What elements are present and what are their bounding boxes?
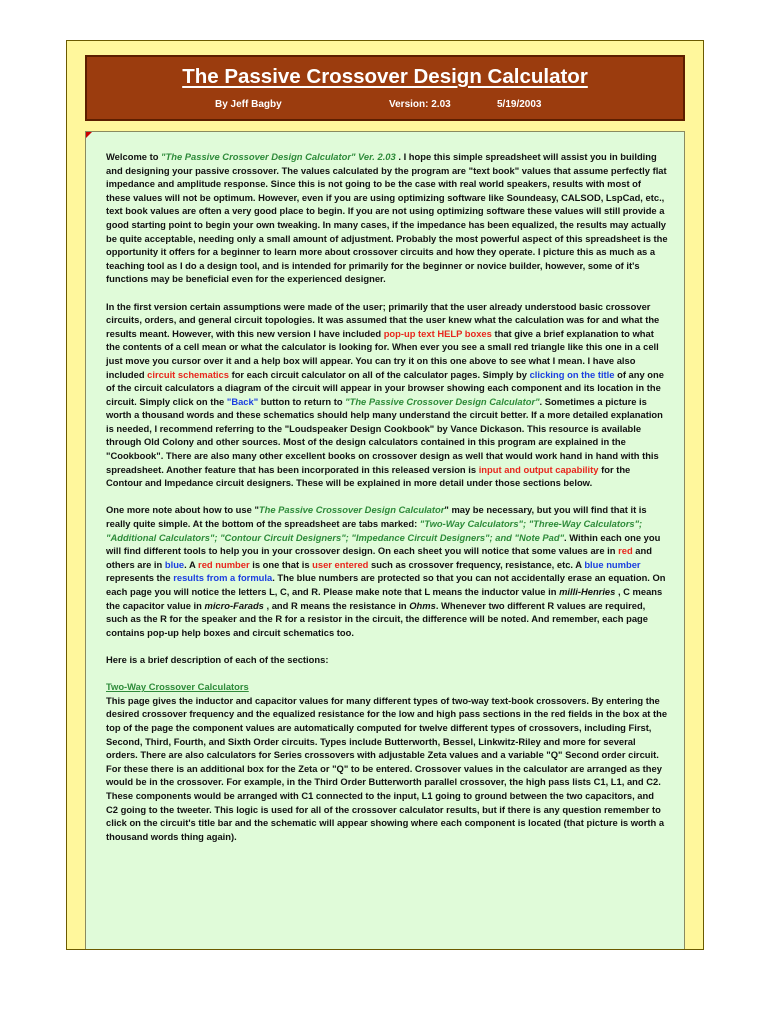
first-version-paragraph bbox=[106, 300, 668, 490]
program-name: The Passive Crossover Design Calculator bbox=[258, 504, 445, 516]
text: " may be necessary, but you will find that it is really quite simple. At the bottom of the spreadsheet are tabs marked: bbox=[106, 504, 647, 530]
user-entered-highlight: user entered bbox=[312, 558, 369, 570]
text: . Whenever two different R values are required, such as the R for the speaker and the R for a resistor in the circuit, the difference will be noted. And remember, each page contains pop-up help boxes and circuit schematics too. bbox=[106, 599, 648, 638]
two-way-section bbox=[106, 680, 668, 843]
text: such as crossover frequency, resistance, etc. A bbox=[368, 558, 585, 570]
usage-paragraph bbox=[106, 503, 668, 639]
program-name: "The Passive Crossover Design Calculator" bbox=[345, 395, 540, 407]
io-capability-highlight: input and output capability bbox=[478, 463, 599, 475]
text: , C means the capacitor value in bbox=[106, 586, 663, 611]
title-banner bbox=[85, 55, 685, 121]
page-title: The Passive Crossover Design Calculator bbox=[182, 65, 588, 88]
text: of any one of the circuit calculators a diagram of the circuit will appear in your browser showing each component and its location in the circuit. Simply click on the bbox=[106, 368, 664, 407]
help-boxes-highlight: pop-up text HELP boxes bbox=[383, 327, 492, 339]
two-way-section-text: This page gives the inductor and capacitor values for many different types of two-way text-book crossovers. By entering the desired crossover frequency and the equalized resistance for the low and high pass sections in the red fields in the box at the top of the page the component values are automatically computed for twelve different types of crossovers, including First, Second, Third, Fourth, and Sixth Order circuits. Types include Butterworth, Bessel, Linkwitz-Riley and more for several orders. There are also calculators for Series crossovers with adjustable Zeta values and a variable "Q" Second order circuit. For these there is an additional box for the Zeta or "Q" to be entered. Crossover values in the calculator are arranged as they would be in the crossover. For example, in the Third Order Butterworth parallel crossover, the high pass lists C1, L1, and C2. These components would be arranged with C1 connected to the input, L1 going to ground between the two capacitors, and C2 going to the tweeter. This logic is used for all of the crossover calculator results, but if there is any question remember to click on the circuit's title bar and the schematic will appear showing where each component is located (that picture is worth a thousand words thing again). bbox=[106, 694, 668, 842]
date: 5/19/2003 bbox=[497, 99, 542, 110]
sections-intro: Here is a brief description of each of the sections: bbox=[106, 653, 329, 665]
unit-microfarads: micro-Farads bbox=[204, 599, 264, 611]
text: Welcome to bbox=[106, 151, 162, 162]
text: . A bbox=[184, 558, 199, 570]
text: button to return to bbox=[258, 395, 346, 407]
text: that give a brief explanation to what the contents of a cell mean or what the calculator is looking for. When ever you see a small red triangle like this one in a cell just move you cursor over it and a help box will appear. You can try it on this one above to see what I mean. I have also included bbox=[106, 327, 659, 380]
spreadsheet-page bbox=[66, 40, 704, 950]
schematics-highlight: circuit schematics bbox=[147, 368, 229, 380]
text: . Sometimes a picture is worth a thousand words and these schematics should help many understand the circuit better. If a more detailed explanation is needed, I recommend referring to the "Loudspeaker Design Cookbook" by Vance Dickason. This resource is available through Old Colony and other sources. Most of the design calculators contained in this program are explained in the "Cookbook". There are also many other excellent books on crossover design as well that would work hand in hand with this spreadsheet. Another feature that has been incorporated in this released version is bbox=[106, 395, 663, 475]
text: for the Contour and Impedance circuit designers. These will be explained in more detail under those sections below. bbox=[106, 463, 631, 489]
version: Version: 2.03 bbox=[389, 99, 451, 110]
unit-ohms: Ohms bbox=[409, 599, 436, 611]
text: , and R means the resistance in bbox=[263, 599, 410, 611]
text-box bbox=[85, 131, 685, 950]
red-number-highlight: red number bbox=[198, 558, 250, 570]
author: By Jeff Bagby bbox=[215, 99, 282, 110]
back-highlight: "Back" bbox=[226, 395, 259, 407]
unit-millihenries: milli-Henries bbox=[559, 586, 616, 597]
program-name: "The Passive Crossover Design Calculator" Ver. 2.03 bbox=[161, 151, 396, 162]
help-comment-indicator[interactable] bbox=[86, 132, 92, 138]
two-way-section-title: Two-Way Crossover Calculators bbox=[106, 681, 249, 693]
text: In the first version certain assumptions were made of the user; primarily that the user already understood basic crossover circuits, orders, and general circuit topologies. It was assumed that the user knew what the calculation was for and what the results meant. However, with this new version I have included bbox=[106, 300, 660, 339]
text: . I hope this simple spreadsheet will assist you in building and designing your passive crossover. The values calculated by the program are "text book" values that assume perfectly flat impedance and amplitude response. Since this is not going to be the case with real world speakers, results with most of these values will not be optimum. However, even if you are using optimizing software like Soundeasy, CALSOD, LspCad, etc., text book values are often a very good place to begin. If you are not using optimizing software these values will still provide a good starting point to begin your own tweaking. In many cases, if the impedance has been equalized, the results may actually be quite acceptable, needing only a small amount of adjustment. Probably the most powerful aspect of this spreadsheet is the opportunity it offers for a beginner to learn more about crossover circuits and how they operate. I picture this as much as a teaching tool as I do a design tool, and is intended for primarily for the beginner or novice builder, however, some of it's functions may be beneficial even for the experienced designer. bbox=[106, 151, 668, 285]
text: One more note about how to use " bbox=[106, 504, 259, 516]
text: and others are in bbox=[106, 545, 652, 570]
blue-number-highlight: blue number bbox=[584, 558, 641, 570]
text: for each circuit calculator on all of the calculator pages. Simply by bbox=[228, 368, 530, 380]
intro-content bbox=[106, 150, 668, 857]
welcome-paragraph bbox=[106, 150, 668, 286]
text: . Within each one you will find different tools to help you in your crossover design. On each sheet you will notice that some values are in bbox=[106, 531, 661, 557]
text: . The blue numbers are protected so that you can not accidentally erase an equation. On each page you will notice the letters L, C, and R. Please make note that L means the inductor value in bbox=[106, 572, 666, 597]
click-title-highlight: clicking on the title bbox=[529, 368, 615, 380]
text: represents the bbox=[106, 572, 174, 584]
text: is one that is bbox=[249, 558, 313, 570]
tab-names: "Two-Way Calculators"; "Three-Way Calculators"; "Additional Calculators"; "Contour Circuit Designers"; "Impedance Circuit Designers"; and "Note Pad" bbox=[106, 518, 643, 543]
red-word: red bbox=[618, 545, 633, 557]
results-formula-highlight: results from a formula bbox=[173, 572, 273, 584]
blue-word: blue bbox=[164, 558, 185, 570]
